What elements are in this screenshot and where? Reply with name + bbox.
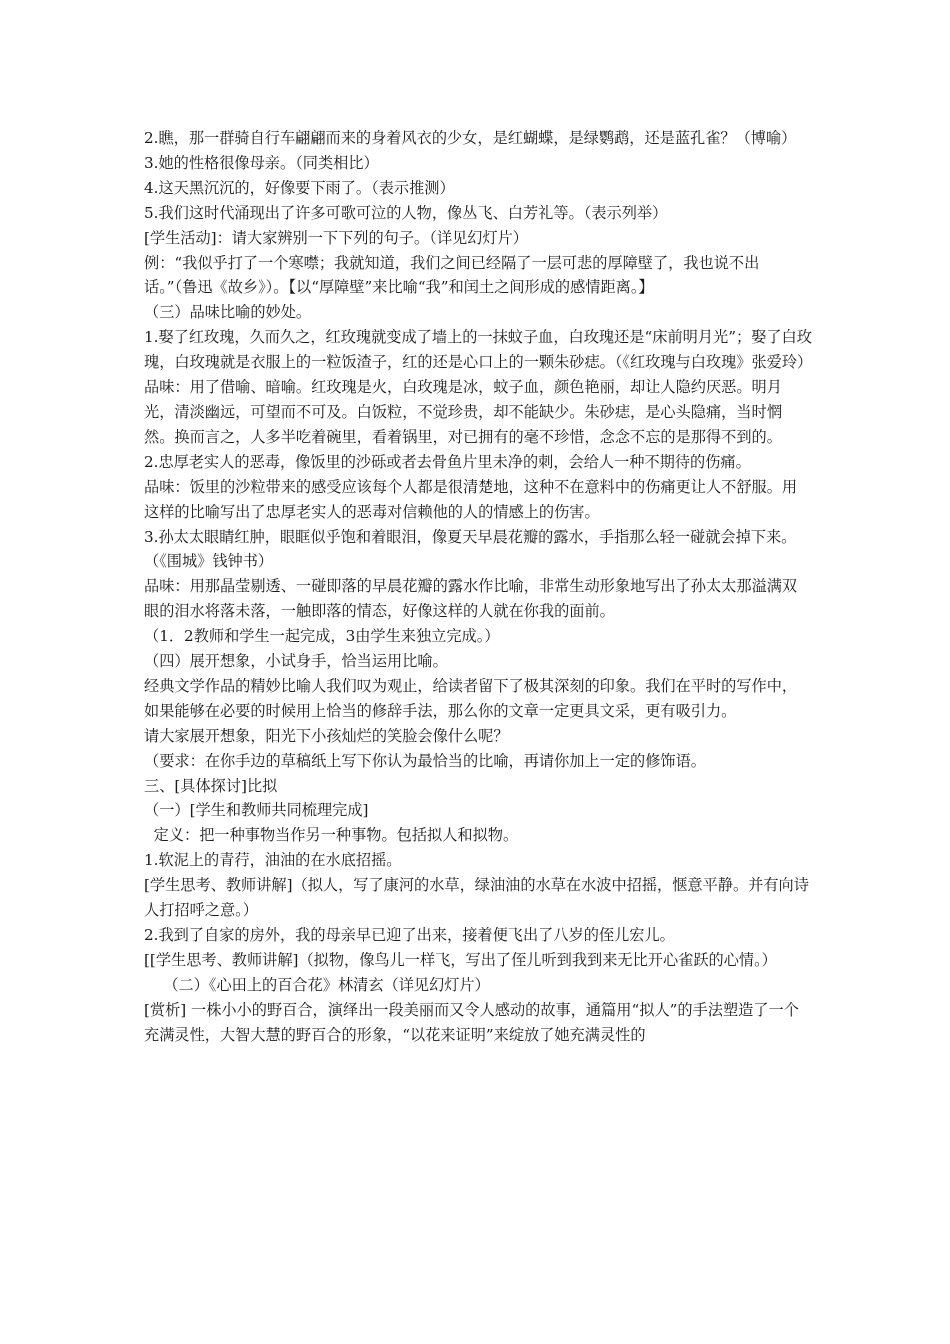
paragraph: 请大家展开想象，阳光下小孩灿烂的笑脸会像什么呢？ <box>144 726 509 745</box>
paragraph: [学生思考、教师讲解]（拟人，写了康河的水草，绿油油的水草在水波中招摇，惬意平静。并有向诗人打招呼之意。） <box>144 876 809 920</box>
paragraph: [[学生思考、教师讲解]（拟物，像鸟儿一样飞，写出了侄儿听到我到来无比开心雀跃的心情。） <box>144 950 777 969</box>
paragraph: [赏析] 一株小小的野百合，演绎出一段美丽而又令人感动的故事，通篇用“拟人”的手法塑造了一个充满灵性，大智大慧的野百合的形象，“以花来证明”来绽放了她充满灵性的 <box>144 1000 799 1044</box>
definition: 定义：把一种事物当作另一种事物。包括拟人和拟物。 <box>144 826 519 845</box>
paragraph: 5.我们这时代涌现出了许多可歌可泣的人物，像丛飞、白芳礼等。（表示列举） <box>144 203 668 222</box>
paragraph: 1.娶了红玫瑰，久而久之，红玫瑰就变成了墙上的一抹蚊子血，白玫瑰还是“床前明月光”；娶了白玫瑰，白玫瑰就是衣服上的一粒饭渣子，红的还是心口上的一颗朱砂痣。（《红玫瑰与白玫瑰》张爱玲） <box>144 328 813 372</box>
section-heading: （一）[学生和教师共同梳理完成] <box>144 801 369 820</box>
paragraph: 2.瞧，那一群骑自行车翩翩而来的身着风衣的少女，是红蝴蝶，是绿鹦鹉，还是蓝孔雀？（博喻） <box>144 129 797 147</box>
paragraph: 3.孙太太眼睛红肿，眼眶似乎饱和着眼泪，像夏天早晨花瓣的露水，手指那么轻一碰就会掉下来。（《围城》钱钟书） <box>144 527 797 571</box>
paragraph: 1.软泥上的青荇，油油的在水底招摇。 <box>144 851 402 870</box>
section-heading: （四）展开想象，小试身手，恰当运用比喻。 <box>144 652 448 671</box>
paragraph: 品味：用那晶莹剔透、一碰即落的早晨花瓣的露水作比喻，非常生动形象地写出了孙太太那溢满双眼的泪水将落未落，一触即落的情态，好像这样的人就在你我的面前。 <box>144 577 798 621</box>
paragraph: （要求：在你手边的草稿纸上写下你认为最恰当的比喻，再请你加上一定的修饰语。 <box>144 751 706 770</box>
paragraph: 2.我到了自家的房外，我的母亲早已迎了出来，接着便飞出了八岁的侄儿宏儿。 <box>144 926 675 944</box>
paragraph: 品味：用了借喻、暗喻。红玫瑰是火，白玫瑰是冰，蚊子血，颜色艳丽，却让人隐约厌恶。明月光，清淡幽远，可望而不可及。白饭粒，不觉珍贵，却不能缺少。朱砂痣，是心头隐痛，当时惘然。换而言之，人多半吃着碗里，看着锅里，对已拥有的毫不珍惜，念念不忘的是那得不到的。 <box>144 378 782 446</box>
paragraph: （1．2教师和学生一起完成，3由学生来独立完成。） <box>144 627 500 646</box>
section-heading: 三、[具体探讨]比拟 <box>144 776 278 795</box>
paragraph: 2.忠厚老实人的恶毒，像饭里的沙砾或者去骨鱼片里未净的刺，会给人一种不期待的伤痛。 <box>144 452 751 471</box>
section-heading: （二）《心田上的百合花》林清玄（详见幻灯片） <box>144 975 490 994</box>
document-body <box>144 126 812 1048</box>
paragraph: 经典文学作品的精妙比喻人我们叹为观止，给读者留下了极其深刻的印象。我们在平时的写作中，如果能够在必要的时候用上恰当的修辞手法，那么你的文章一定更具文采，更有吸引力。 <box>144 676 798 720</box>
paragraph: 4.这天黑沉沉的，好像要下雨了。（表示推测） <box>144 178 455 197</box>
paragraph: 例：“我似乎打了一个寒噤；我就知道，我们之间已经隔了一层可悲的厚障壁了，我也说不出话。”（鲁迅《故乡》）。【以“厚障壁”来比喻“我”和闰土之间形成的感情距离。】 <box>144 253 760 297</box>
paragraph: [学生活动]：请大家辨别一下下列的句子。（详见幻灯片） <box>144 228 528 247</box>
paragraph: 品味：饭里的沙粒带来的感受应该每个人都是很清楚地，这种不在意料中的伤痛更让人不舒服。用这样的比喻写出了忠厚老实人的恶毒对信赖他的人的情感上的伤害。 <box>144 477 798 521</box>
section-heading: （三）品味比喻的妙处。 <box>144 303 312 322</box>
paragraph: 3.她的性格很像母亲。（同类相比） <box>144 153 379 172</box>
